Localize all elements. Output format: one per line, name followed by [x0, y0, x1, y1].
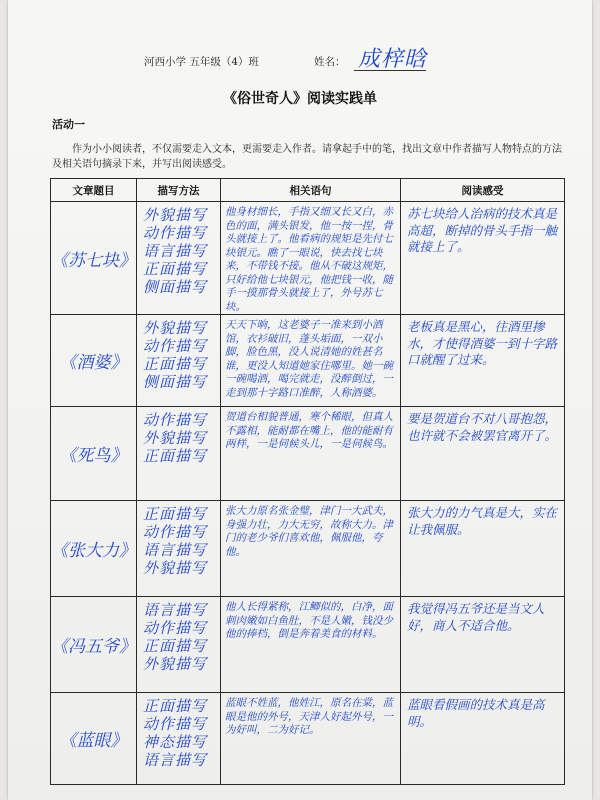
method-item: 动作描写 — [143, 715, 208, 733]
method-item: 动作描写 — [143, 224, 208, 242]
method-item: 动作描写 — [143, 523, 208, 541]
feeling-cell: 苏七块给人治病的技术真是高超，断掉的骨头手指一触就接上了。 — [401, 202, 565, 315]
reading-table — [50, 178, 565, 785]
method-item: 动作描写 — [143, 337, 208, 355]
method-item: 正面描写 — [143, 505, 208, 523]
worksheet-paper — [8, 0, 592, 800]
story-title: 《死鸟》 — [51, 407, 137, 501]
quote-cell: 天天下晌，这老婆子一准来到小酒馆，衣衫破旧，蓬头垢面，一双小脚，脸色黑，没人说清她的姓甚名谁，更没人知道她家住哪里。她一碗一碗喝酒，喝完就走，没醉倒过，一走到那十字路口准醉，人称酒婆。 — [221, 315, 401, 407]
quote-cell: 贺道台相貌普通，寒个稀眼，但真人不露相，能耐都在嘴上，他的能耐有两样，一是伺候头儿，一是伺候鸟。 — [221, 407, 401, 501]
method-item: 外貌描写 — [143, 559, 208, 577]
method-item: 神态描写 — [143, 733, 208, 751]
method-item: 动作描写 — [143, 411, 208, 429]
table-row — [51, 315, 565, 407]
method-item: 语言描写 — [143, 601, 208, 619]
header-method: 描写方法 — [137, 179, 221, 202]
method-item: 侧面描写 — [143, 278, 208, 296]
method-item: 外貌描写 — [143, 206, 208, 224]
method-list — [137, 407, 221, 501]
activity-label: 活动一 — [52, 118, 85, 131]
table-row — [51, 597, 565, 693]
story-title: 《冯五爷》 — [51, 597, 137, 693]
feeling-cell: 要是贺道台不对八哥抱怨，也许就不会被罢官离开了。 — [401, 407, 565, 501]
method-item: 动作描写 — [143, 619, 208, 637]
table-row — [51, 407, 565, 501]
method-list — [137, 693, 221, 785]
table-row — [51, 501, 565, 597]
method-item: 语言描写 — [143, 541, 208, 559]
header-feeling: 阅读感受 — [401, 179, 565, 202]
quote-cell: 他人长得紧称，江鲫似的，白净，面刺肉嫩如白鱼肚，不是人嫩，钱没少他的捧档，倒是奔着美食的材料。 — [221, 597, 401, 693]
story-title: 《张大力》 — [51, 501, 137, 597]
student-name: 成梓晗 — [358, 47, 428, 72]
story-title: 《酒婆》 — [51, 315, 137, 407]
method-list — [137, 501, 221, 597]
quote-cell: 他身材细长，手指又细又长又白，赤色的面，满头银发，他一按一捏，骨头就接上了。他看病的规矩是先付七块银元。瞧了一眼说，快去找七块来，不带钱不接。他从不破这规矩，只好给他七块银元，他把钱一收，随手一摸那骨头就接上了，外号苏七块。 — [221, 202, 401, 315]
name-underline — [354, 70, 426, 71]
method-item: 正面描写 — [143, 697, 208, 715]
method-item: 正面描写 — [143, 447, 208, 465]
method-list — [137, 315, 221, 407]
quote-cell: 张大力原名张金璧，津门一大武夫，身强力壮，力大无穷，故称大力。津门的老少爷们喜欢他，佩服他，夸他。 — [221, 501, 401, 597]
page-title: 《俗世奇人》阅读实践单 — [223, 91, 377, 107]
method-list — [137, 202, 221, 315]
table-header-row — [51, 179, 565, 202]
method-item: 外貌描写 — [143, 655, 208, 673]
feeling-cell: 张大力的力气真是大，实在让我佩服。 — [401, 501, 565, 597]
method-item: 正面描写 — [143, 355, 208, 373]
story-title: 《苏七块》 — [51, 202, 137, 315]
table-row — [51, 693, 565, 785]
story-title: 《蓝眼》 — [51, 693, 137, 785]
method-list — [137, 597, 221, 693]
feeling-cell: 老板真是黑心，往酒里掺水，才使得酒婆一到十字路口就醒了过来。 — [401, 315, 565, 407]
school-class: 河西小学 五年级（4）班 — [144, 56, 260, 68]
method-item: 正面描写 — [143, 260, 208, 278]
method-item: 语言描写 — [143, 242, 208, 260]
name-label: 姓名： — [314, 56, 346, 68]
method-item: 侧面描写 — [143, 373, 208, 391]
feeling-cell: 我觉得冯五爷还是当文人好，商人不适合他。 — [401, 597, 565, 693]
method-item: 外貌描写 — [143, 429, 208, 447]
method-item: 正面描写 — [143, 637, 208, 655]
header-quote: 相关语句 — [221, 179, 401, 202]
header-title: 文章题目 — [51, 179, 137, 202]
method-item: 外貌描写 — [143, 319, 208, 337]
quote-cell: 蓝眼不姓蓝，他姓江，原名在棠，蓝眼是他的外号，天津人好起外号，一为好叫，二为好记。 — [221, 693, 401, 785]
instructions: 作为小小阅读者，不仅需要走入文本，更需要走入作者。请拿起手中的笔，找出文章中作者描写人物特点的方法及相关语句摘录下来，并写出阅读感受。 — [52, 144, 562, 170]
method-item: 语言描写 — [143, 751, 208, 769]
table-row — [51, 202, 565, 315]
feeling-cell: 蓝眼看假画的技术真是高明。 — [401, 693, 565, 785]
